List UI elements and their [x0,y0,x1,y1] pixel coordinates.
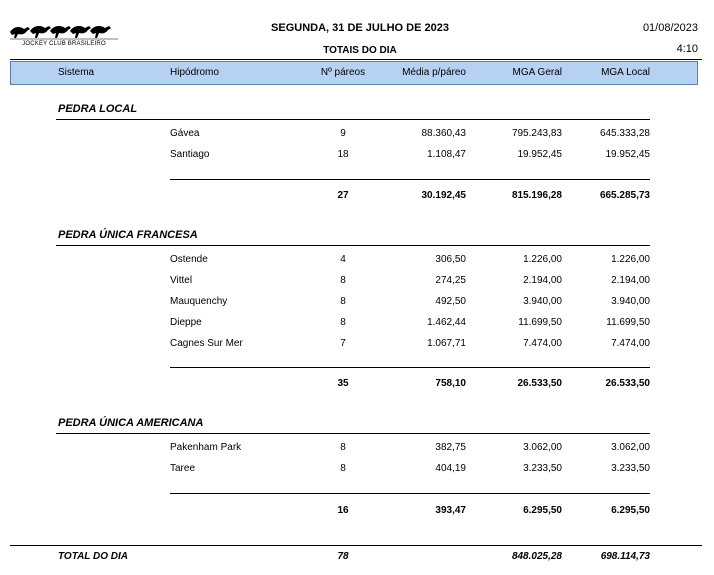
header-divider [10,59,702,60]
col-mga-geral: MGA Geral [512,67,562,78]
row-mga-geral: 1.226,00 [523,254,562,265]
row-mga-local: 1.226,00 [611,254,650,265]
row-mga-geral: 795.243,83 [511,128,562,139]
subtotal-mga-local: 26.533,50 [605,378,650,389]
row-mga-geral: 2.194,00 [523,275,562,286]
row-hipodromo: Gávea [170,128,200,139]
total-mga-geral: 848.025,28 [511,551,562,562]
total-divider [10,545,702,546]
row-mga-local: 7.474,00 [611,338,650,349]
group-title: PEDRA LOCAL [58,103,138,115]
total-mga-local: 698.114,73 [600,551,650,562]
subtotal-pareos: 16 [337,505,349,516]
row-mga-local: 19.952,45 [605,149,650,160]
subtotal-pareos: 35 [337,378,349,389]
print-date: 01/08/2023 [642,22,698,34]
subtotal-divider [170,179,650,180]
row-media: 1.462,44 [427,317,466,328]
row-mga-geral: 3.062,00 [523,442,562,453]
row-mga-local: 2.194,00 [611,275,650,286]
col-pareos: Nº páreos [320,67,366,78]
row-mga-geral: 3.940,00 [523,296,562,307]
row-mga-geral: 11.699,50 [518,317,562,328]
group-divider [56,433,650,434]
subtotal-mga-geral: 26.533,50 [517,378,562,389]
subtotal-mga-geral: 815.196,28 [511,190,562,201]
logo-caption: JOCKEY CLUB BRASILEIRO [22,41,106,47]
group-title: PEDRA ÚNICA FRANCESA [58,229,198,241]
row-mga-local: 3.062,00 [611,442,650,453]
row-hipodromo: Ostende [170,254,208,265]
row-media: 1.108,47 [427,149,466,160]
row-hipodromo: Vittel [170,275,193,286]
row-media: 404,19 [435,463,466,474]
subtotal-media: 758,10 [435,378,466,389]
row-media: 274,25 [435,275,466,286]
row-hipodromo: Dieppe [170,317,202,328]
subtotal-media: 393,47 [435,505,466,516]
subtotal-mga-local: 665.285,73 [599,190,650,201]
row-mga-geral: 3.233,50 [523,463,562,474]
subtotal-divider [170,493,650,494]
row-mga-geral: 7.474,00 [523,338,562,349]
row-media: 382,75 [435,442,466,453]
col-mga-local: MGA Local [601,67,650,78]
row-hipodromo: Mauquenchy [170,296,228,307]
row-hipodromo: Santiago [170,149,210,160]
col-sistema: Sistema [58,67,95,78]
subtotal-mga-geral: 6.295,50 [523,505,562,516]
row-pareos: 4 [340,254,346,265]
row-pareos: 18 [337,149,349,160]
row-mga-local: 645.333,28 [599,128,650,139]
row-pareos: 7 [340,338,346,349]
print-time: 4:10 [676,43,698,55]
row-mga-local: 11.699,50 [606,317,650,328]
row-hipodromo: Pakenham Park [170,442,242,453]
row-pareos: 8 [340,317,346,328]
row-pareos: 8 [340,296,346,307]
row-hipodromo: Taree [170,463,196,474]
report-title: SEGUNDA, 31 DE JULHO DE 2023 [271,22,449,34]
subtotal-divider [170,367,650,368]
row-pareos: 8 [340,275,346,286]
subtotal-pareos: 27 [337,190,349,201]
col-hipodromo: Hipódromo [170,67,219,78]
total-label: TOTAL DO DIA [58,551,128,562]
row-pareos: 8 [340,463,346,474]
group-divider [56,119,650,120]
group-title: PEDRA ÚNICA AMERICANA [58,417,204,429]
subtotal-media: 30.192,45 [421,190,466,201]
row-mga-geral: 19.952,45 [517,149,562,160]
row-hipodromo: Cagnes Sur Mer [170,338,243,349]
row-media: 306,50 [435,254,466,265]
row-mga-local: 3.940,00 [611,296,650,307]
total-pareos: 78 [337,551,349,562]
row-media: 1.067,71 [427,338,466,349]
subtotal-mga-local: 6.295,50 [611,505,650,516]
row-pareos: 8 [340,442,346,453]
group-divider [56,245,650,246]
row-pareos: 9 [340,128,346,139]
row-media: 88.360,43 [421,128,466,139]
row-mga-local: 3.233,50 [611,463,650,474]
report-subtitle: TOTAIS DO DIA [323,45,397,56]
row-media: 492,50 [435,296,466,307]
col-media: Média p/páreo [402,67,466,78]
